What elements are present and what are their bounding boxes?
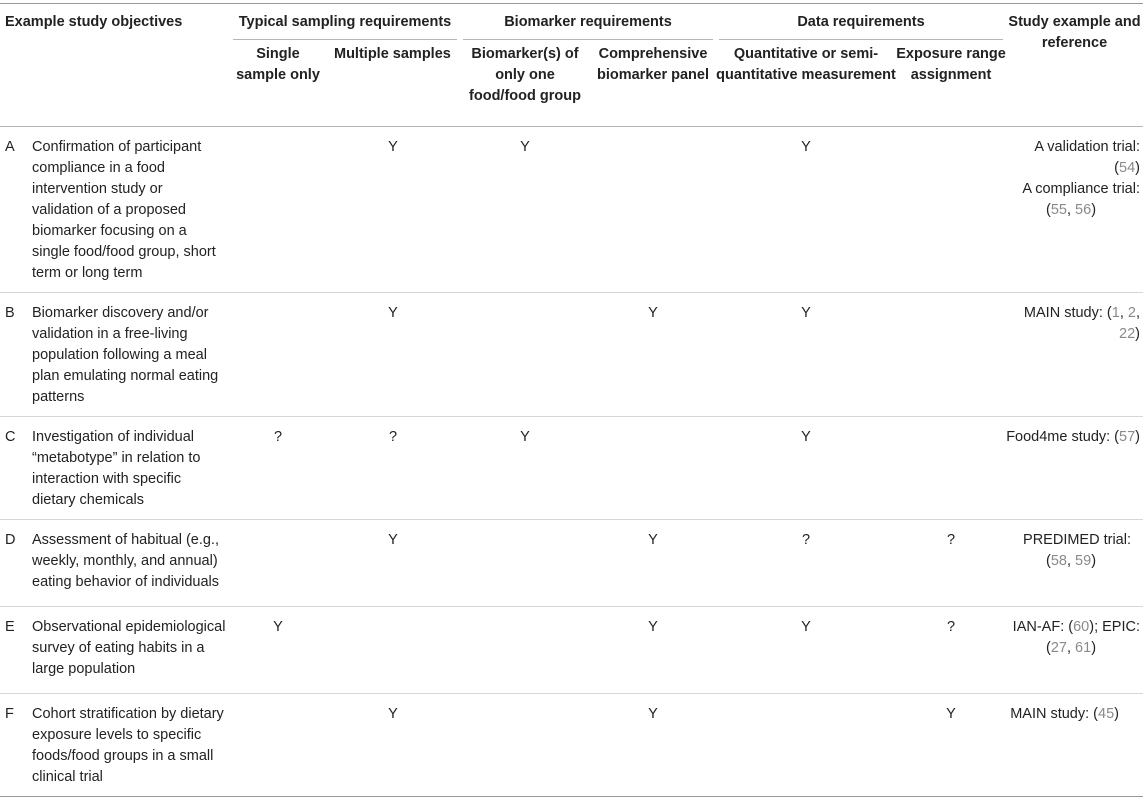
reference-line [1006, 551, 1143, 572]
ref-text: MAIN study: ( [1023, 305, 1112, 321]
cell-quant: ? [716, 520, 896, 607]
ref-text: , [1066, 553, 1076, 569]
cell-exposure [896, 293, 1006, 417]
cell-panel: Y [590, 520, 716, 607]
ref-number[interactable]: 57 [1119, 429, 1136, 445]
ref-text: ); EPIC: [1089, 619, 1140, 635]
row-objective: Observational epidemiological survey of eating habits in a large population [32, 607, 230, 694]
cell-quant: Y [716, 293, 896, 417]
header-biomarker-group-cell [460, 4, 716, 40]
cell-quant: Y [716, 127, 896, 293]
cell-one-food [460, 293, 590, 417]
cell-panel: Y [590, 293, 716, 417]
ref-number[interactable]: 56 [1075, 202, 1092, 218]
row-objective: Biomarker discovery and/or validation in a free-living population following a meal plan emulating normal eating patterns [32, 293, 230, 417]
ref-text: MAIN study: ( [1010, 706, 1099, 722]
cell-multiple: Y [326, 127, 460, 293]
ref-number[interactable]: 27 [1050, 640, 1067, 656]
cell-exposure [896, 127, 1006, 293]
cell-single: Y [230, 607, 326, 694]
cell-quant [716, 694, 896, 797]
header-row-groups [0, 4, 1143, 40]
cell-single [230, 520, 326, 607]
header-multiple-samples: Multiple samples [334, 46, 451, 62]
reference-line [1006, 179, 1140, 200]
ref-text: ) [1114, 706, 1119, 722]
ref-text: , [1066, 202, 1076, 218]
cell-one-food [460, 607, 590, 694]
row-objective: Confirmation of participant compliance in a food intervention study or validation of a proposed biomarker focusing on a single food/food group, short term or long term [32, 127, 230, 293]
ref-text: PREDIMED trial: [1023, 532, 1131, 548]
row-objective: Assessment of habitual (e.g., weekly, monthly, and annual) eating behavior of individuals [32, 520, 230, 607]
cell-exposure: ? [896, 520, 1006, 607]
table-row [0, 607, 1143, 694]
ref-number[interactable]: 22 [1119, 326, 1136, 342]
cell-quant: Y [716, 607, 896, 694]
cell-panel: Y [590, 694, 716, 797]
header-one-food: Biomarker(s) of only one food/food group [469, 46, 581, 104]
cell-multiple: Y [326, 293, 460, 417]
ref-text: , [1066, 640, 1076, 656]
row-letter: B [0, 293, 32, 417]
cell-one-food: Y [460, 127, 590, 293]
cell-multiple: Y [326, 520, 460, 607]
cell-reference [1006, 520, 1143, 607]
ref-text: ) [1135, 429, 1140, 445]
ref-number[interactable]: 45 [1098, 706, 1115, 722]
ref-number[interactable]: 58 [1050, 553, 1067, 569]
cell-reference [1006, 127, 1143, 293]
cell-single [230, 694, 326, 797]
ref-text: , [1135, 305, 1140, 321]
ref-number[interactable]: 55 [1050, 202, 1067, 218]
header-biomarker-group: Biomarker requirements [463, 12, 713, 40]
cell-panel [590, 417, 716, 520]
cell-quant: Y [716, 417, 896, 520]
table-row [0, 127, 1143, 293]
reference-line [1006, 530, 1143, 551]
cell-single [230, 127, 326, 293]
cell-panel: Y [590, 607, 716, 694]
cell-one-food [460, 694, 590, 797]
ref-text: ) [1091, 202, 1097, 218]
ref-text: IAN-AF: ( [1012, 619, 1074, 635]
row-letter: C [0, 417, 32, 520]
cell-one-food [460, 520, 590, 607]
header-single-sample: Single sample only [236, 46, 320, 83]
ref-number[interactable]: 59 [1075, 553, 1092, 569]
row-objective: Cohort stratification by dietary exposure levels to specific foods/food groups in a small clinical trial [32, 694, 230, 797]
ref-number[interactable]: 61 [1075, 640, 1092, 656]
study-objectives-table [0, 3, 1143, 797]
cell-reference [1006, 607, 1143, 694]
ref-text: A compliance trial: [1022, 181, 1140, 197]
table-row [0, 417, 1143, 520]
reference-line [1006, 200, 1140, 221]
ref-number[interactable]: 1 [1111, 305, 1120, 321]
ref-number[interactable]: 54 [1119, 160, 1136, 176]
ref-number[interactable]: 2 [1127, 305, 1136, 321]
cell-reference [1006, 694, 1143, 797]
table-row [0, 293, 1143, 417]
cell-multiple [326, 607, 460, 694]
ref-text: ( [1046, 202, 1051, 218]
cell-single: ? [230, 417, 326, 520]
header-sampling-group-cell [230, 4, 460, 40]
reference-line [1006, 137, 1140, 179]
header-data-group: Data requirements [719, 12, 1003, 40]
row-letter: E [0, 607, 32, 694]
table-row [0, 694, 1143, 797]
header-exposure: Exposure range assignment [896, 46, 1006, 83]
row-letter: D [0, 520, 32, 607]
ref-text: ) [1091, 640, 1097, 656]
header-quantitative: Quantitative or semi-quantitative measurement [716, 46, 896, 83]
reference-line [1006, 638, 1143, 659]
ref-text: Food4me study: ( [1006, 429, 1120, 445]
ref-text: A validation trial: ( [1034, 139, 1140, 176]
cell-exposure: Y [896, 694, 1006, 797]
ref-text: ( [1046, 553, 1051, 569]
cell-multiple: ? [326, 417, 460, 520]
cell-exposure: ? [896, 607, 1006, 694]
header-data-group-cell [716, 4, 1006, 40]
table-row [0, 520, 1143, 607]
row-letter: A [0, 127, 32, 293]
ref-text: ( [1046, 640, 1051, 656]
header-reference: Study example and reference [1008, 14, 1141, 51]
reference-line [1006, 617, 1143, 638]
ref-text: ) [1135, 160, 1140, 176]
ref-text: ) [1135, 326, 1140, 342]
cell-multiple: Y [326, 694, 460, 797]
ref-number[interactable]: 60 [1073, 619, 1090, 635]
cell-reference [1006, 417, 1143, 520]
row-objective: Investigation of individual “metabotype” in relation to interaction with specific dietary chemicals [32, 417, 230, 520]
row-letter: F [0, 694, 32, 797]
header-panel: Comprehensive biomarker panel [596, 46, 709, 83]
header-sampling-group: Typical sampling requirements [233, 12, 457, 40]
cell-single [230, 293, 326, 417]
ref-text: ) [1091, 553, 1097, 569]
cell-exposure [896, 417, 1006, 520]
ref-text: , [1119, 305, 1128, 321]
cell-panel [590, 127, 716, 293]
cell-one-food: Y [460, 417, 590, 520]
cell-reference [1006, 293, 1143, 417]
header-objectives: Example study objectives [5, 14, 183, 30]
